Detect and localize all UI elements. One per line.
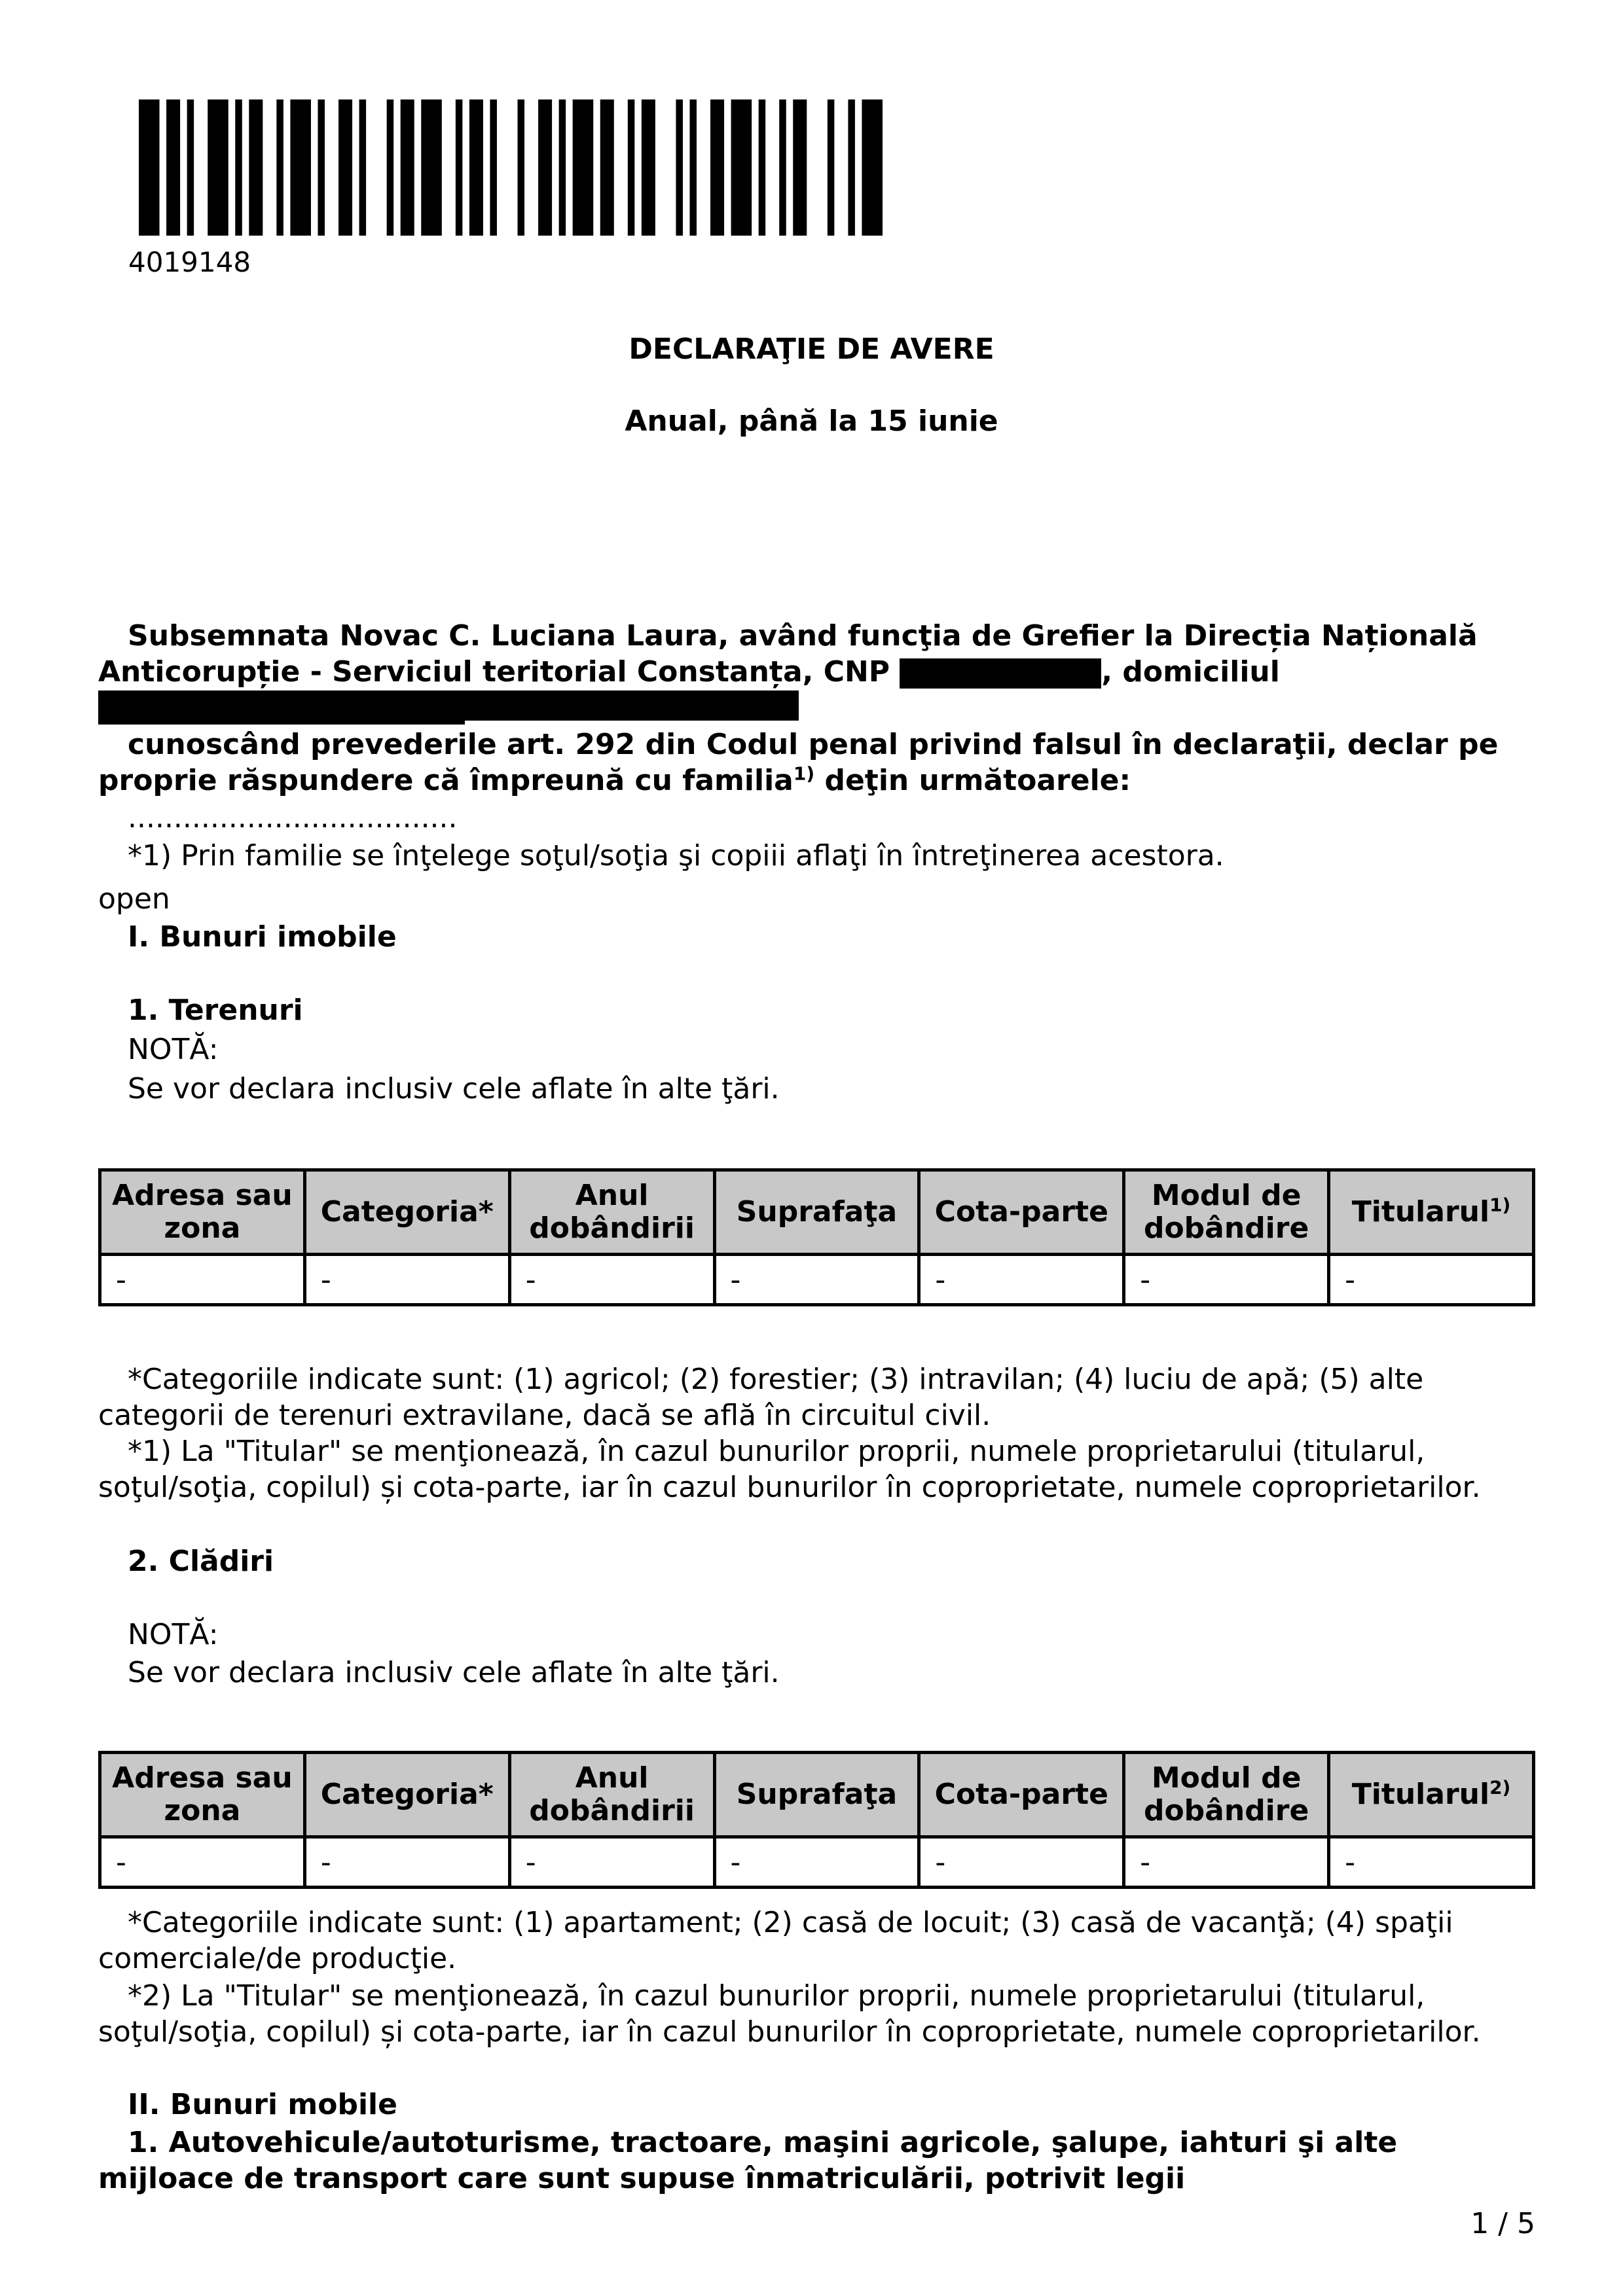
barcode-bar	[139, 99, 160, 236]
barcode-bar	[359, 99, 367, 236]
family-note: *1) Prin familie se înţelege soţul/soţia şi copiii aflaţi în întreţinerea acestora.	[128, 839, 1224, 872]
declarant-text: Subsemnata Novac C. Luciana Laura, având funcţia de Grefier la Direcția Națională Anticorupție - Serviciul teritorial Constanța, CNP	[98, 619, 1478, 689]
col-categoria: Categoria*	[304, 1170, 509, 1255]
table-cell: -	[919, 1255, 1124, 1305]
barcode-bar	[573, 99, 594, 236]
document-subtitle: Anual, până la 15 iunie	[625, 404, 998, 438]
barcode-bar	[642, 99, 655, 236]
barcode-bar	[828, 99, 835, 236]
barcode-bar	[559, 99, 566, 236]
col-modul: Modul de dobândire	[1124, 1170, 1329, 1255]
barcode-bar	[456, 99, 463, 236]
barcode-bar	[249, 99, 263, 236]
section-heading-imobile: I. Bunuri imobile	[128, 920, 397, 954]
table-cell: -	[304, 1255, 509, 1305]
col-modul: Modul de dobândire	[1124, 1753, 1329, 1837]
note-text: Se vor declara inclusiv cele aflate în alte ţări.	[128, 1072, 780, 1105]
redacted-address-part2	[98, 691, 799, 721]
barcode-bar	[276, 99, 283, 236]
barcode-bar	[759, 99, 766, 236]
table-cell: -	[1124, 1255, 1329, 1305]
barcode	[139, 99, 883, 236]
table-cell: -	[509, 1837, 714, 1888]
building-categories-footnote: *Categoriile indicate sunt: (1) apartament; (2) casă de locuit; (3) casă de vacanţă; (4) spaţii comerciale/de producţie.	[98, 1906, 1453, 1975]
barcode-bar	[779, 99, 786, 236]
barcode-bar	[710, 99, 724, 236]
barcode-bar	[848, 99, 855, 236]
barcode-bar	[793, 99, 807, 236]
barcode-number: 4019148	[128, 246, 251, 278]
table-cell: -	[100, 1837, 305, 1888]
table-header-row	[100, 1170, 1534, 1255]
col-suprafata: Suprafaţa	[714, 1753, 919, 1837]
land-titular-footnote: *1) La "Titular" se menţionează, în cazul bunurilor proprii, numele proprietarului (titularul, soţul/soţia, copilul) și cota-parte, iar în cazul bunurilor în coproprietate, numele coproprietarilor.	[98, 1435, 1481, 1504]
barcode-bar	[318, 99, 325, 236]
table-cell: -	[509, 1255, 714, 1305]
table-cell: -	[919, 1837, 1124, 1888]
building-titular-footnote: *2) La "Titular" se menţionează, în cazul bunurilor proprii, numele proprietarului (titularul, soţul/soţia, copilul) și cota-parte, iar în cazul bunurilor în coproprietate, numele coproprietarilor.	[98, 1979, 1481, 2049]
declaration-paragraph: cunoscând prevederile art. 292 din Codul penal privind falsul în declaraţii, declar pe proprie răspundere că împreună cu familia$^{1)}$ deţin următoarele:	[98, 728, 1499, 797]
table-cell: -	[714, 1255, 919, 1305]
barcode-bar	[689, 99, 697, 236]
note-label: NOTĂ:	[128, 1033, 219, 1066]
barcode-bar	[490, 99, 497, 236]
col-anul: Anul dobândirii	[509, 1170, 714, 1255]
barcode-bar	[676, 99, 683, 236]
table-cell: -	[1329, 1837, 1534, 1888]
table-row	[100, 1255, 1534, 1305]
subsection-heading-terenuri: 1. Terenuri	[128, 994, 303, 1027]
barcode-bar	[862, 99, 883, 236]
col-titularul: Titularul$^{2)}$	[1329, 1753, 1534, 1837]
barcode-bar	[235, 99, 242, 236]
redacted-cnp	[900, 658, 1101, 689]
land-categories-footnote: *Categoriile indicate sunt: (1) agricol; (2) forestier; (3) intravilan; (4) luciu de apă; (5) alte categorii de terenuri extravilane, dacă se află în circuitul civil.	[98, 1363, 1424, 1432]
table-cladiri	[98, 1751, 1535, 1889]
page-number: 1 / 5	[1470, 2207, 1535, 2240]
barcode-bar	[518, 99, 525, 236]
barcode-bar	[600, 99, 614, 236]
document-title: DECLARAŢIE DE AVERE	[629, 332, 994, 366]
col-titularul: Titularul$^{1)}$	[1329, 1170, 1534, 1255]
barcode-bar	[208, 99, 228, 236]
col-suprafata: Suprafaţa	[714, 1170, 919, 1255]
table-row	[100, 1837, 1534, 1888]
barcode-bar	[628, 99, 635, 236]
col-categoria: Categoria*	[304, 1753, 509, 1837]
col-cota: Cota-parte	[919, 1753, 1124, 1837]
col-adresa: Adresa sau zona	[100, 1753, 305, 1837]
barcode-bar	[290, 99, 311, 236]
section-heading-mobile: II. Bunuri mobile	[128, 2088, 397, 2121]
domicile-label: , domiciliul	[1101, 655, 1280, 689]
barcode-bar	[538, 99, 552, 236]
footnote-ref: 1)	[793, 762, 815, 785]
open-marker: open	[98, 882, 170, 916]
subsection-heading-cladiri: 2. Clădiri	[128, 1545, 274, 1578]
note-label: NOTĂ:	[128, 1618, 219, 1651]
barcode-bar	[401, 99, 414, 236]
barcode-bar	[166, 99, 180, 236]
col-anul: Anul dobândirii	[509, 1753, 714, 1837]
barcode-bar	[731, 99, 752, 236]
barcode-bar	[338, 99, 352, 236]
barcode-bar	[421, 99, 442, 236]
table-cell: -	[1329, 1255, 1534, 1305]
table-cell: -	[100, 1255, 305, 1305]
subsection-heading-autovehicule: 1. Autovehicule/autoturisme, tractoare, maşini agricole, şalupe, iahturi şi alte mijloace de transport care sunt supuse înmatriculării, potrivit legii	[98, 2126, 1398, 2195]
barcode-bar	[387, 99, 394, 236]
table-terenuri	[98, 1168, 1535, 1306]
table-cell: -	[714, 1837, 919, 1888]
col-adresa: Adresa sau zona	[100, 1170, 305, 1255]
col-cota: Cota-parte	[919, 1170, 1124, 1255]
barcode-bar	[187, 99, 194, 236]
table-header-row	[100, 1753, 1534, 1837]
barcode-bar	[469, 99, 483, 236]
note-text: Se vor declara inclusiv cele aflate în alte ţări.	[128, 1656, 780, 1689]
table-cell: -	[1124, 1837, 1329, 1888]
table-cell: -	[304, 1837, 509, 1888]
dots-line: ....................................	[128, 801, 458, 834]
